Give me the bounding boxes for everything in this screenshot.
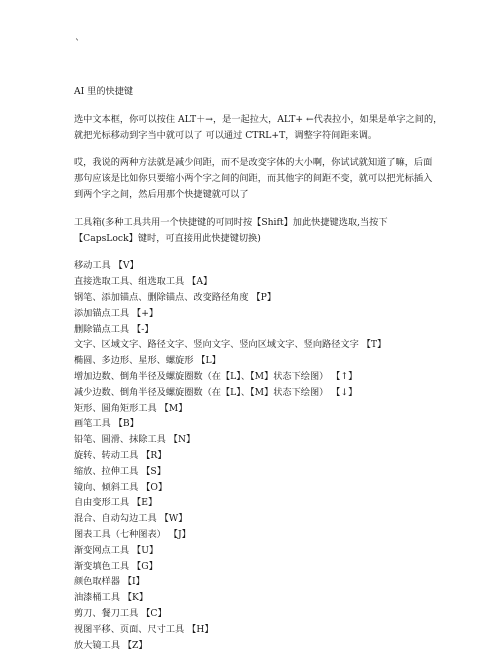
page-marker: ` bbox=[75, 40, 80, 50]
document-body bbox=[74, 84, 424, 653]
list-item: 添加锚点工具 【+】 bbox=[74, 306, 424, 322]
heading: AI 里的快捷键 bbox=[74, 84, 424, 100]
list-item: 油漆桶工具 【K】 bbox=[74, 590, 424, 606]
paragraph-line: 选中文本框，你可以按住 ALT＋→，是一起拉大，ALT+ ←代表拉小，如果是单字之间的， bbox=[74, 112, 424, 128]
list-item: 椭圆、多边形、星形、螺旋形 【L】 bbox=[74, 353, 424, 369]
list-item: 混合、自动勾边工具 【W】 bbox=[74, 511, 424, 527]
list-item: 自由变形工具 【E】 bbox=[74, 495, 424, 511]
list-item: 渐变网点工具 【U】 bbox=[74, 543, 424, 559]
list-item: 文字、区域文字、路径文字、竖向文字、竖向区域文字、竖向路径文字 【T】 bbox=[74, 337, 424, 353]
list-item: 镜向、倾斜工具 【O】 bbox=[74, 480, 424, 496]
shortcut-list bbox=[74, 258, 424, 653]
list-item: 渐变填色工具 【G】 bbox=[74, 559, 424, 575]
list-item: 图表工具（七种图表） 【J】 bbox=[74, 527, 424, 543]
list-item: 画笔工具 【B】 bbox=[74, 416, 424, 432]
paragraph-alt-arrow bbox=[74, 112, 424, 144]
paragraph-line: 那句应该是比如你只要缩小两个字之间的间距，而其他字的间距不变，就可以把光标插入 bbox=[74, 171, 424, 187]
paragraph-line: 工具箱(多种工具共用一个快捷键的可同时按【Shift】加此快捷键选取,当按下 bbox=[74, 215, 424, 231]
list-item: 剪刀、餐刀工具 【C】 bbox=[74, 606, 424, 622]
list-item: 旋转、转动工具 【R】 bbox=[74, 448, 424, 464]
list-item: 减少边数、倒角半径及螺旋圈数（在【L】、【M】状态下绘图） 【↓】 bbox=[74, 385, 424, 401]
list-item: 直接选取工具、组选取工具 【A】 bbox=[74, 274, 424, 290]
list-item: 铅笔、圆滑、抹除工具 【N】 bbox=[74, 432, 424, 448]
list-item: 缩放、拉伸工具 【S】 bbox=[74, 464, 424, 480]
list-item: 删除锚点工具 【-】 bbox=[74, 322, 424, 338]
list-item: 钢笔、添加锚点、删除锚点、改变路径角度 【P】 bbox=[74, 290, 424, 306]
paragraph-line: 就把光标移动到字当中就可以了 可以通过 CTRL+T，调整字符间距来调。 bbox=[74, 128, 424, 144]
list-item: 颜色取样器 【I】 bbox=[74, 574, 424, 590]
paragraph-line: 到两个字之间，然后用那个快捷键就可以了 bbox=[74, 187, 424, 203]
list-item: 放大镜工具 【Z】 bbox=[74, 638, 424, 653]
list-item: 移动工具 【V】 bbox=[74, 258, 424, 274]
list-item: 矩形、圆角矩形工具 【M】 bbox=[74, 401, 424, 417]
list-item: 增加边数、倒角半径及螺旋圈数（在【L】、【M】状态下绘图） 【↑】 bbox=[74, 369, 424, 385]
paragraph-spacing-note bbox=[74, 155, 424, 202]
list-item: 视图平移、页面、尺寸工具 【H】 bbox=[74, 622, 424, 638]
paragraph-toolbox-intro bbox=[74, 215, 424, 247]
paragraph-line: 【CapsLock】键时，可直接用此快捷键切换) bbox=[74, 231, 424, 247]
paragraph-line: 哎，我说的两种方法就是减少间距，而不是改变字体的大小啊，你试试就知道了嘛，后面 bbox=[74, 155, 424, 171]
